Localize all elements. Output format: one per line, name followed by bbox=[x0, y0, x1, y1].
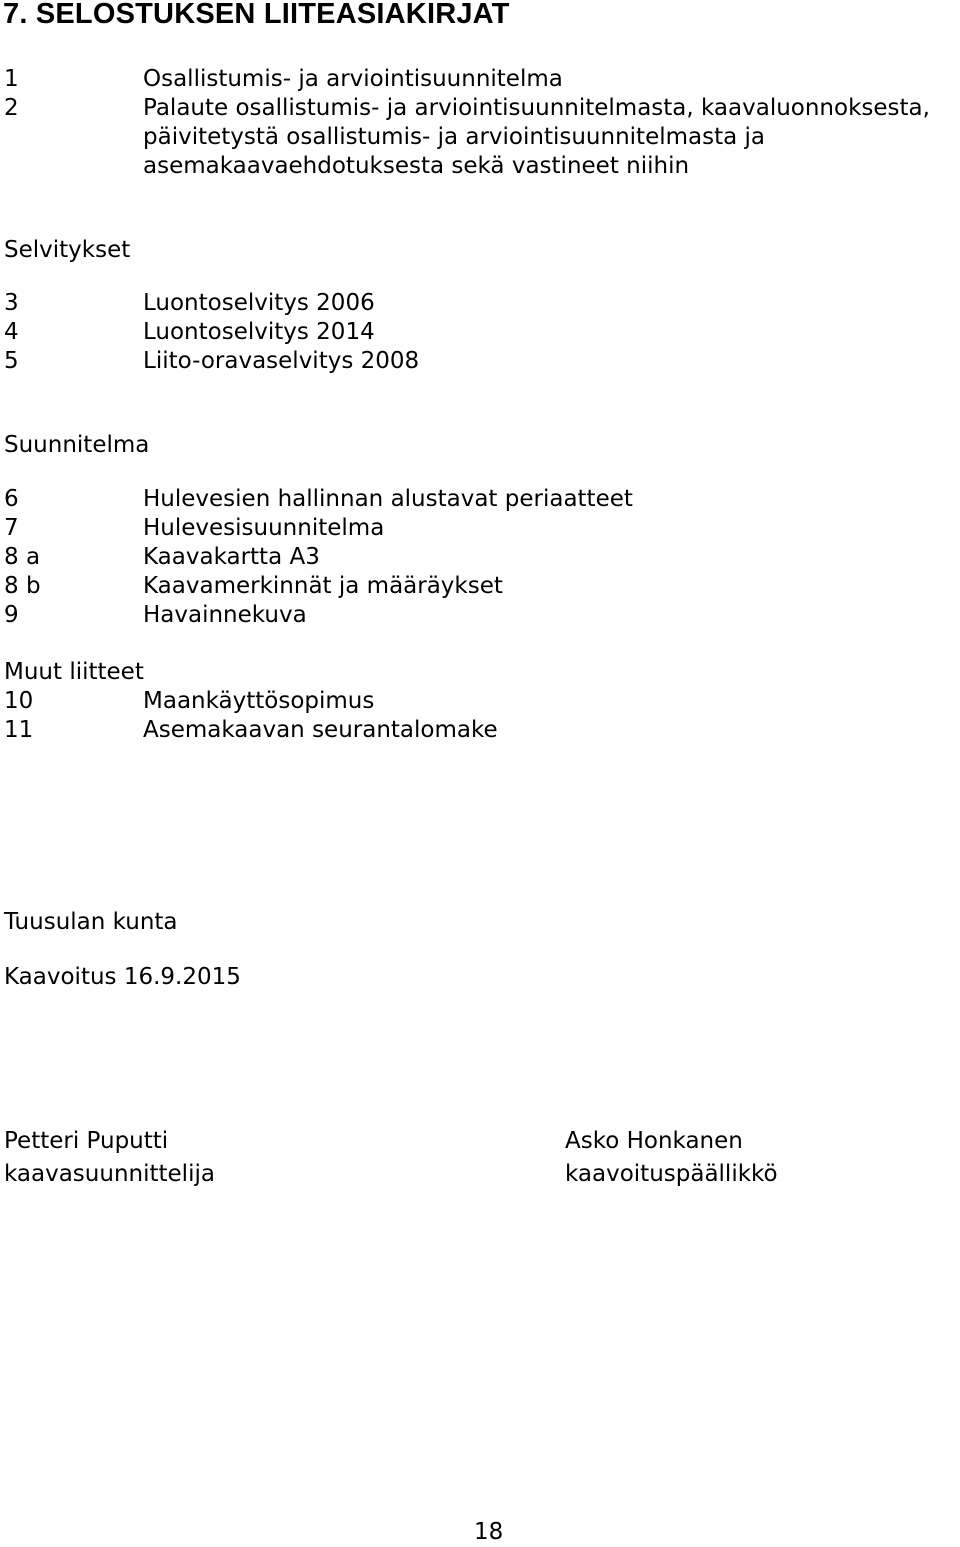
list-item bbox=[4, 572, 633, 601]
list-item bbox=[4, 601, 633, 630]
item-number: 8 b bbox=[4, 573, 41, 599]
signature-block-left bbox=[4, 1125, 215, 1191]
item-number: 11 bbox=[4, 717, 34, 743]
page-number: 18 bbox=[474, 1519, 504, 1545]
list-item bbox=[4, 514, 633, 543]
signer-title: kaavasuunnittelija bbox=[4, 1161, 215, 1187]
section-title-selvitykset: Selvitykset bbox=[4, 237, 131, 263]
list-item bbox=[4, 65, 930, 94]
attachments-main-list bbox=[4, 65, 930, 181]
signer-title: kaavoituspäällikkö bbox=[565, 1161, 778, 1187]
list-item bbox=[4, 716, 498, 745]
item-text: Hulevesien hallinnan alustavat periaatteet bbox=[143, 486, 633, 512]
item-text: Kaavamerkinnät ja määräykset bbox=[143, 573, 503, 599]
item-number: 8 a bbox=[4, 544, 41, 570]
item-number: 6 bbox=[4, 486, 19, 512]
section-title-muut-liitteet bbox=[4, 658, 498, 687]
item-text: Asemakaavan seurantalomake bbox=[143, 717, 498, 743]
signer-name: Asko Honkanen bbox=[565, 1128, 743, 1154]
muut-liitteet-list bbox=[4, 658, 498, 745]
item-number: 5 bbox=[4, 348, 19, 374]
item-text: Kaavakartta A3 bbox=[143, 544, 320, 570]
item-text: Luontoselvitys 2014 bbox=[143, 319, 375, 345]
municipality-name: Tuusulan kunta bbox=[4, 909, 178, 935]
item-text-continued: asemakaavaehdotuksesta sekä vastineet niihin bbox=[143, 153, 690, 179]
item-number: 10 bbox=[4, 688, 34, 714]
suunnitelma-list bbox=[4, 485, 633, 630]
list-item bbox=[4, 347, 419, 376]
signature-block-right bbox=[565, 1125, 778, 1191]
department-date: Kaavoitus 16.9.2015 bbox=[4, 964, 241, 990]
item-text: Luontoselvitys 2006 bbox=[143, 290, 375, 316]
item-number: 9 bbox=[4, 602, 19, 628]
item-number: 2 bbox=[4, 95, 19, 121]
item-text-continued: päivitetystä osallistumis- ja arviointisuunnitelmasta ja bbox=[143, 124, 765, 150]
item-text: Havainnekuva bbox=[143, 602, 307, 628]
list-item bbox=[4, 485, 633, 514]
list-item bbox=[4, 94, 930, 123]
section-title-suunnitelma: Suunnitelma bbox=[4, 432, 150, 458]
section-title-text: Muut liitteet bbox=[4, 659, 144, 685]
item-number: 3 bbox=[4, 290, 19, 316]
item-text: Liito-oravaselvitys 2008 bbox=[143, 348, 420, 374]
signer-name: Petteri Puputti bbox=[4, 1128, 169, 1154]
item-number: 1 bbox=[4, 66, 19, 92]
section-heading: 7. SELOSTUKSEN LIITEASIAKIRJAT bbox=[3, 0, 510, 30]
item-text: Hulevesisuunnitelma bbox=[143, 515, 385, 541]
list-item bbox=[4, 687, 498, 716]
list-item bbox=[4, 289, 419, 318]
list-item bbox=[4, 543, 633, 572]
item-text: Maankäyttösopimus bbox=[143, 688, 375, 714]
item-number: 7 bbox=[4, 515, 19, 541]
item-number: 4 bbox=[4, 319, 19, 345]
list-item bbox=[4, 318, 419, 347]
item-text: Osallistumis- ja arviointisuunnitelma bbox=[143, 66, 563, 92]
item-text: Palaute osallistumis- ja arviointisuunnitelmasta, kaavaluonnoksesta, bbox=[143, 95, 930, 121]
selvitykset-list bbox=[4, 289, 419, 376]
